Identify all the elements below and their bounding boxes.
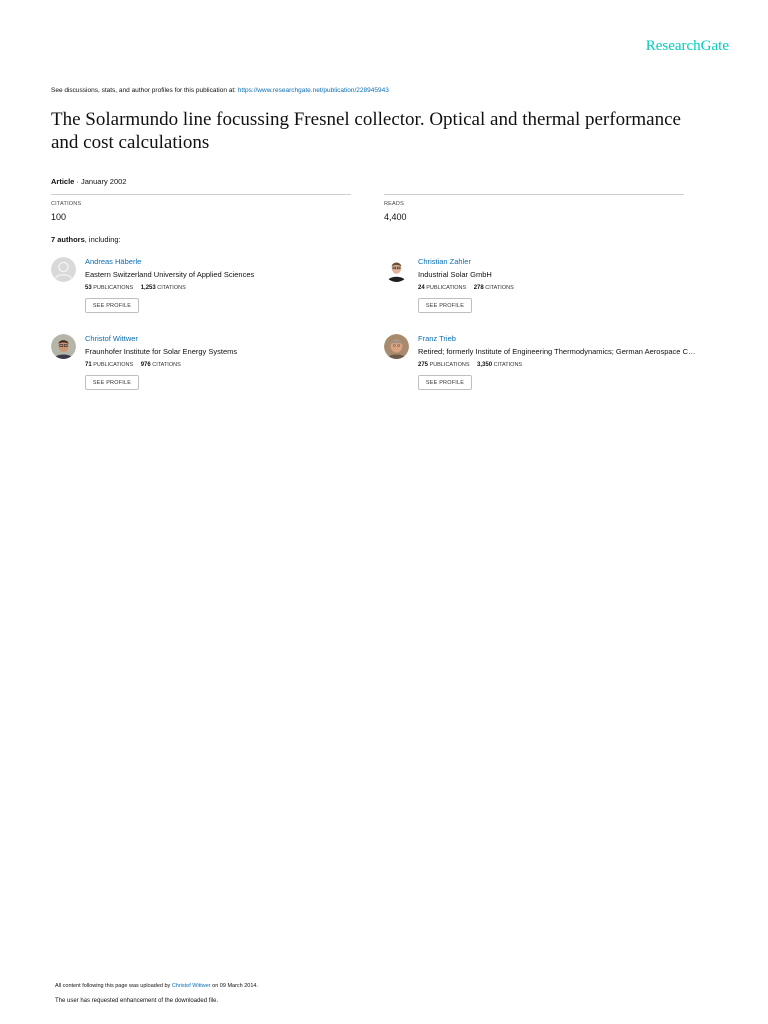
author-counts <box>85 285 192 291</box>
uploader-link[interactable]: Christof Wittwer <box>171 983 211 989</box>
author-name[interactable]: Christian Zahler <box>418 257 471 266</box>
publications-unit: PUBLICATIONS <box>93 362 134 368</box>
citations-label: CITATIONS <box>51 201 82 207</box>
publication-date: January 2002 <box>81 177 127 186</box>
source-line <box>51 87 389 94</box>
source-prefix: See discussions, stats, and author profiles for this publication at: <box>51 87 238 94</box>
authors-count: 7 authors <box>51 235 85 244</box>
authors-heading <box>51 235 121 244</box>
see-profile-button[interactable]: SEE PROFILE <box>85 375 139 390</box>
publication-type: Article <box>51 177 75 186</box>
author-institution: Industrial Solar GmbH <box>418 270 492 279</box>
citations-count: 976 <box>140 362 151 368</box>
brand-logo[interactable]: ResearchGate <box>645 38 729 54</box>
see-profile-button[interactable]: SEE PROFILE <box>85 298 139 313</box>
placeholder-avatar-icon[interactable] <box>51 257 76 282</box>
author-counts <box>418 362 528 368</box>
author-name[interactable]: Andreas Häberle <box>85 257 142 266</box>
publications-count: 53 <box>85 285 92 291</box>
publication-title: The Solarmundo line focussing Fresnel collector. Optical and thermal performance and cost calculations <box>51 109 681 153</box>
publication-link[interactable]: https://www.researchgate.net/publication/228945943 <box>237 87 389 94</box>
author-institution: Eastern Switzerland University of Applied Sciences <box>85 270 255 279</box>
author-name[interactable]: Christof Wittwer <box>85 334 138 343</box>
citations-rule <box>51 194 351 195</box>
citations-count: 3,350 <box>477 362 493 368</box>
reads-rule <box>384 194 684 195</box>
citations-count: 1,253 <box>140 285 156 291</box>
citations-unit: CITATIONS <box>485 285 514 291</box>
citations-value: 100 <box>51 212 67 222</box>
publications-count: 24 <box>418 285 425 291</box>
citations-count: 278 <box>473 285 484 291</box>
author-institution: Fraunhofer Institute for Solar Energy Systems <box>85 347 238 356</box>
reads-label: READS <box>384 201 404 207</box>
author-counts <box>85 362 187 368</box>
publications-count: 71 <box>85 362 92 368</box>
publications-count: 275 <box>418 362 429 368</box>
author-photo[interactable] <box>384 257 409 282</box>
see-profile-button[interactable]: SEE PROFILE <box>418 375 472 390</box>
enhancement-note: The user has requested enhancement of the downloaded file. <box>55 998 219 1004</box>
publications-unit: PUBLICATIONS <box>93 285 134 291</box>
author-photo[interactable] <box>384 334 409 359</box>
upload-suffix: on 09 March 2014. <box>210 983 259 989</box>
citations-unit: CITATIONS <box>493 362 523 368</box>
upload-note <box>55 983 258 989</box>
citations-unit: CITATIONS <box>152 362 181 368</box>
reads-value: 4,400 <box>384 212 407 222</box>
meta-separator: · <box>74 177 82 186</box>
publication-meta <box>51 177 126 186</box>
upload-prefix: All content following this page was uploaded by <box>55 983 172 989</box>
see-profile-button[interactable]: SEE PROFILE <box>418 298 472 313</box>
authors-suffix: , including: <box>84 235 121 244</box>
citations-unit: CITATIONS <box>157 285 186 291</box>
author-institution: Retired; formerly Institute of Engineering Thermodynamics; German Aerospace C… <box>418 347 696 356</box>
author-photo[interactable] <box>51 334 76 359</box>
author-counts <box>418 285 520 291</box>
publications-unit: PUBLICATIONS <box>426 285 467 291</box>
publications-unit: PUBLICATIONS <box>429 362 470 368</box>
author-name[interactable]: Franz Trieb <box>418 334 456 343</box>
